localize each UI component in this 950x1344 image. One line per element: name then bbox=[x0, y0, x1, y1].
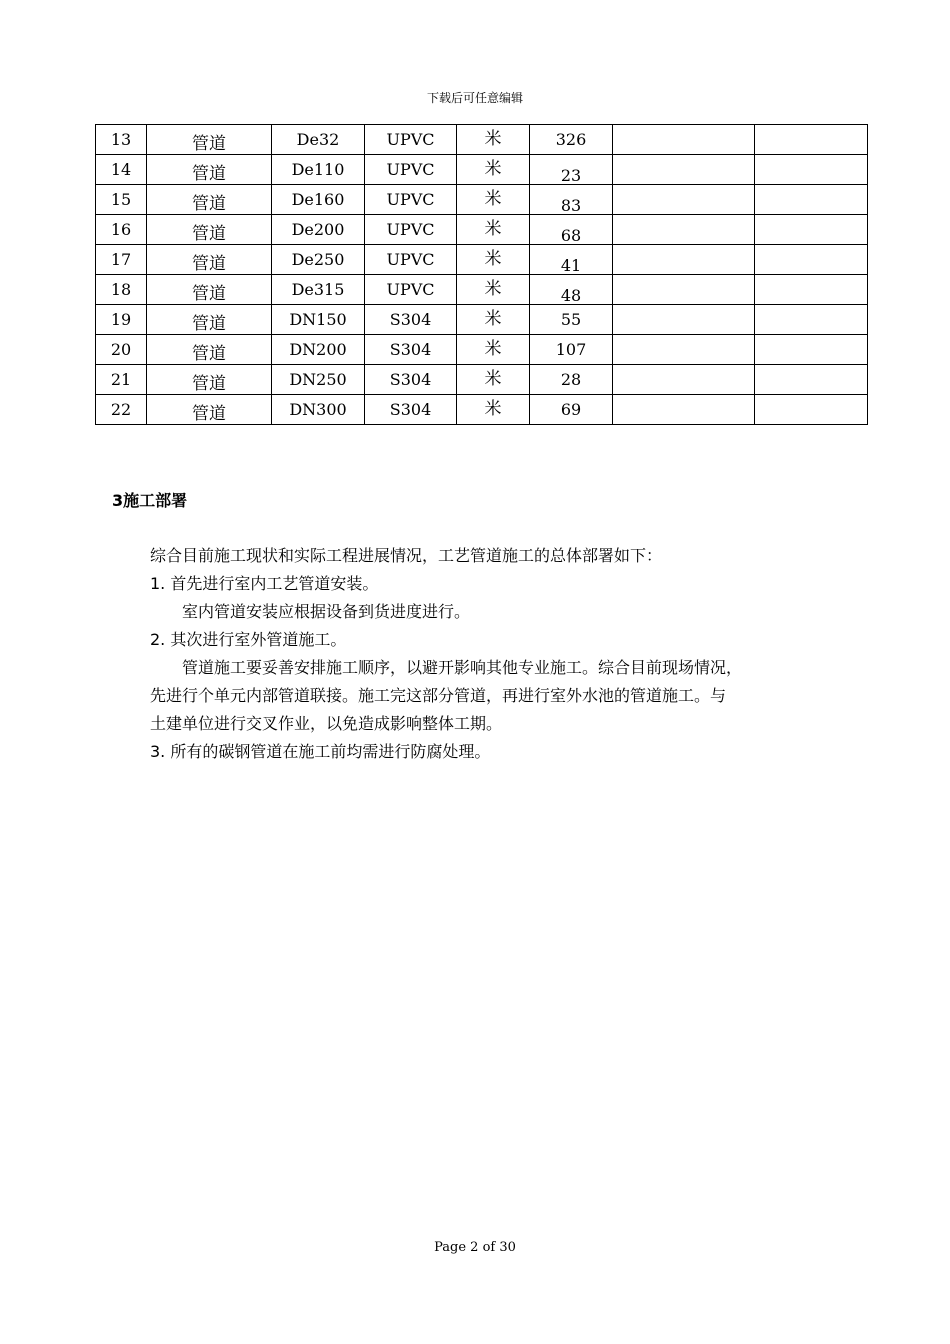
table-row bbox=[96, 215, 868, 245]
materials-table bbox=[95, 124, 868, 425]
cell-text: 21 bbox=[110, 369, 132, 389]
cell-text: 326 bbox=[555, 129, 587, 149]
cell-spec bbox=[272, 335, 365, 365]
cell-c8 bbox=[755, 335, 868, 365]
cell-name bbox=[147, 275, 272, 305]
cell-text: 米 bbox=[484, 249, 502, 269]
cell-unit bbox=[457, 245, 530, 275]
cell-text: 管道 bbox=[192, 164, 226, 184]
cell-c7 bbox=[613, 395, 755, 425]
cell-material bbox=[365, 365, 457, 395]
cell-text: 管道 bbox=[192, 224, 226, 244]
cell-text: 管道 bbox=[192, 404, 226, 424]
cell-no bbox=[96, 275, 147, 305]
cell-qty bbox=[530, 395, 613, 425]
cell-text: 米 bbox=[484, 369, 502, 389]
cell-name bbox=[147, 365, 272, 395]
table-row bbox=[96, 275, 868, 305]
cell-unit bbox=[457, 365, 530, 395]
cell-unit bbox=[457, 335, 530, 365]
cell-spec bbox=[272, 395, 365, 425]
cell-text: S304 bbox=[389, 399, 432, 419]
list-item-2-detail-line-1: 管道施工要妥善安排施工顺序，以避开影响其他专业施工。综合目前现场情况， bbox=[182, 658, 743, 677]
table-row bbox=[96, 395, 868, 425]
cell-text: De250 bbox=[291, 249, 345, 269]
cell-text: S304 bbox=[389, 309, 432, 329]
cell-text: S304 bbox=[389, 339, 432, 359]
cell-name bbox=[147, 125, 272, 155]
cell-c8 bbox=[755, 395, 868, 425]
cell-spec bbox=[272, 125, 365, 155]
table-row bbox=[96, 335, 868, 365]
cell-no bbox=[96, 335, 147, 365]
table-row bbox=[96, 245, 868, 275]
list-item-2-detail-block bbox=[150, 654, 862, 682]
cell-no bbox=[96, 215, 147, 245]
cell-spec bbox=[272, 365, 365, 395]
table-body bbox=[96, 125, 868, 425]
cell-material bbox=[365, 275, 457, 305]
list-item-1: 1. 首先进行室内工艺管道安装。 bbox=[150, 574, 379, 593]
cell-name bbox=[147, 155, 272, 185]
cell-text: 55 bbox=[560, 309, 582, 329]
list-item-2-detail-line-3: 土建单位进行交叉作业，以免造成影响整体工期。 bbox=[150, 714, 503, 733]
cell-text: 28 bbox=[560, 369, 582, 389]
cell-spec bbox=[272, 275, 365, 305]
cell-text: 米 bbox=[484, 189, 502, 209]
cell-material bbox=[365, 305, 457, 335]
cell-qty bbox=[530, 305, 613, 335]
cell-unit bbox=[457, 125, 530, 155]
cell-c8 bbox=[755, 275, 868, 305]
cell-text: 19 bbox=[110, 309, 132, 329]
cell-text: UPVC bbox=[386, 279, 435, 299]
cell-c7 bbox=[613, 185, 755, 215]
table-row bbox=[96, 185, 868, 215]
table-row bbox=[96, 365, 868, 395]
cell-c7 bbox=[613, 155, 755, 185]
cell-qty bbox=[530, 335, 613, 365]
cell-name bbox=[147, 395, 272, 425]
cell-text: 41 bbox=[560, 255, 582, 275]
cell-text: 107 bbox=[555, 339, 587, 359]
cell-text: 管道 bbox=[192, 134, 226, 154]
cell-text: UPVC bbox=[386, 219, 435, 239]
cell-text: DN300 bbox=[289, 399, 347, 419]
cell-text: 68 bbox=[560, 225, 582, 245]
cell-spec bbox=[272, 245, 365, 275]
list-block bbox=[150, 570, 862, 654]
cell-text: UPVC bbox=[386, 129, 435, 149]
cell-text: 米 bbox=[484, 399, 502, 419]
cell-no bbox=[96, 155, 147, 185]
cell-c8 bbox=[755, 365, 868, 395]
cell-material bbox=[365, 215, 457, 245]
cell-name bbox=[147, 215, 272, 245]
cell-text: S304 bbox=[389, 369, 432, 389]
page-header: 下载后可任意编辑 bbox=[426, 91, 523, 105]
intro-paragraph: 综合目前施工现状和实际工程进展情况，工艺管道施工的总体部署如下： bbox=[150, 546, 663, 565]
cell-text: 15 bbox=[110, 189, 132, 209]
cell-text: 69 bbox=[560, 399, 582, 419]
cell-spec bbox=[272, 185, 365, 215]
cell-c8 bbox=[755, 215, 868, 245]
cell-no bbox=[96, 125, 147, 155]
cell-c7 bbox=[613, 365, 755, 395]
cell-text: 17 bbox=[110, 249, 132, 269]
cell-qty bbox=[530, 275, 613, 305]
table-row bbox=[96, 125, 868, 155]
cell-text: UPVC bbox=[386, 159, 435, 179]
cell-name bbox=[147, 245, 272, 275]
cell-no bbox=[96, 395, 147, 425]
table-row bbox=[96, 155, 868, 185]
cell-c7 bbox=[613, 125, 755, 155]
cell-unit bbox=[457, 215, 530, 245]
cell-material bbox=[365, 125, 457, 155]
cell-text: 83 bbox=[560, 195, 582, 215]
cell-text: 22 bbox=[110, 399, 132, 419]
cell-qty bbox=[530, 185, 613, 215]
cell-text: 管道 bbox=[192, 344, 226, 364]
cell-no bbox=[96, 305, 147, 335]
cell-text: 管道 bbox=[192, 314, 226, 334]
cell-text: 48 bbox=[560, 285, 582, 305]
cell-text: 米 bbox=[484, 309, 502, 329]
cell-qty bbox=[530, 365, 613, 395]
list-item-2: 2. 其次进行室外管道施工。 bbox=[150, 630, 347, 649]
cell-c8 bbox=[755, 305, 868, 335]
cell-text: DN150 bbox=[289, 309, 347, 329]
cell-unit bbox=[457, 305, 530, 335]
cell-c7 bbox=[613, 215, 755, 245]
cell-text: DN200 bbox=[289, 339, 347, 359]
cell-unit bbox=[457, 395, 530, 425]
list-item-2-detail-cont bbox=[150, 682, 862, 766]
cell-c8 bbox=[755, 155, 868, 185]
list-item-3: 3. 所有的碳钢管道在施工前均需进行防腐处理。 bbox=[150, 742, 491, 761]
cell-text: De200 bbox=[291, 219, 345, 239]
cell-text: De315 bbox=[291, 279, 345, 299]
cell-text: De110 bbox=[291, 159, 345, 179]
cell-unit bbox=[457, 275, 530, 305]
table-row bbox=[96, 305, 868, 335]
cell-text: 18 bbox=[110, 279, 132, 299]
cell-unit bbox=[457, 155, 530, 185]
cell-qty bbox=[530, 155, 613, 185]
cell-c7 bbox=[613, 275, 755, 305]
cell-text: UPVC bbox=[386, 249, 435, 269]
cell-text: 管道 bbox=[192, 254, 226, 274]
cell-text: UPVC bbox=[386, 189, 435, 209]
cell-name bbox=[147, 185, 272, 215]
page-footer: Page 2 of 30 bbox=[434, 1240, 516, 1255]
cell-name bbox=[147, 335, 272, 365]
cell-c8 bbox=[755, 245, 868, 275]
cell-text: DN250 bbox=[289, 369, 347, 389]
cell-material bbox=[365, 395, 457, 425]
cell-text: 米 bbox=[484, 219, 502, 239]
cell-text: 管道 bbox=[192, 194, 226, 214]
cell-spec bbox=[272, 215, 365, 245]
cell-text: 14 bbox=[110, 159, 132, 179]
cell-text: 13 bbox=[110, 129, 132, 149]
cell-text: 20 bbox=[110, 339, 132, 359]
cell-text: 米 bbox=[484, 339, 502, 359]
list-item-1-detail: 室内管道安装应根据设备到货进度进行。 bbox=[182, 602, 471, 621]
cell-c8 bbox=[755, 185, 868, 215]
cell-text: 23 bbox=[560, 165, 582, 185]
cell-text: De160 bbox=[291, 189, 345, 209]
cell-qty bbox=[530, 215, 613, 245]
cell-material bbox=[365, 155, 457, 185]
cell-material bbox=[365, 245, 457, 275]
cell-qty bbox=[530, 245, 613, 275]
cell-text: 管道 bbox=[192, 374, 226, 394]
list-item-2-detail-line-2: 先进行个单元内部管道联接。施工完这部分管道，再进行室外水池的管道施工。与 bbox=[150, 686, 727, 705]
cell-c7 bbox=[613, 335, 755, 365]
section-body bbox=[150, 542, 862, 570]
cell-text: 米 bbox=[484, 159, 502, 179]
cell-c7 bbox=[613, 305, 755, 335]
cell-name bbox=[147, 305, 272, 335]
cell-c8 bbox=[755, 125, 868, 155]
cell-unit bbox=[457, 185, 530, 215]
cell-spec bbox=[272, 305, 365, 335]
cell-no bbox=[96, 365, 147, 395]
cell-spec bbox=[272, 155, 365, 185]
cell-text: 米 bbox=[484, 129, 502, 149]
cell-text: 16 bbox=[110, 219, 132, 239]
cell-no bbox=[96, 185, 147, 215]
cell-text: 米 bbox=[484, 279, 502, 299]
cell-c7 bbox=[613, 245, 755, 275]
cell-material bbox=[365, 335, 457, 365]
cell-text: De32 bbox=[296, 129, 340, 149]
section-title: 3施工部署 bbox=[112, 491, 188, 510]
cell-no bbox=[96, 245, 147, 275]
cell-qty bbox=[530, 125, 613, 155]
cell-text: 管道 bbox=[192, 284, 226, 304]
cell-material bbox=[365, 185, 457, 215]
